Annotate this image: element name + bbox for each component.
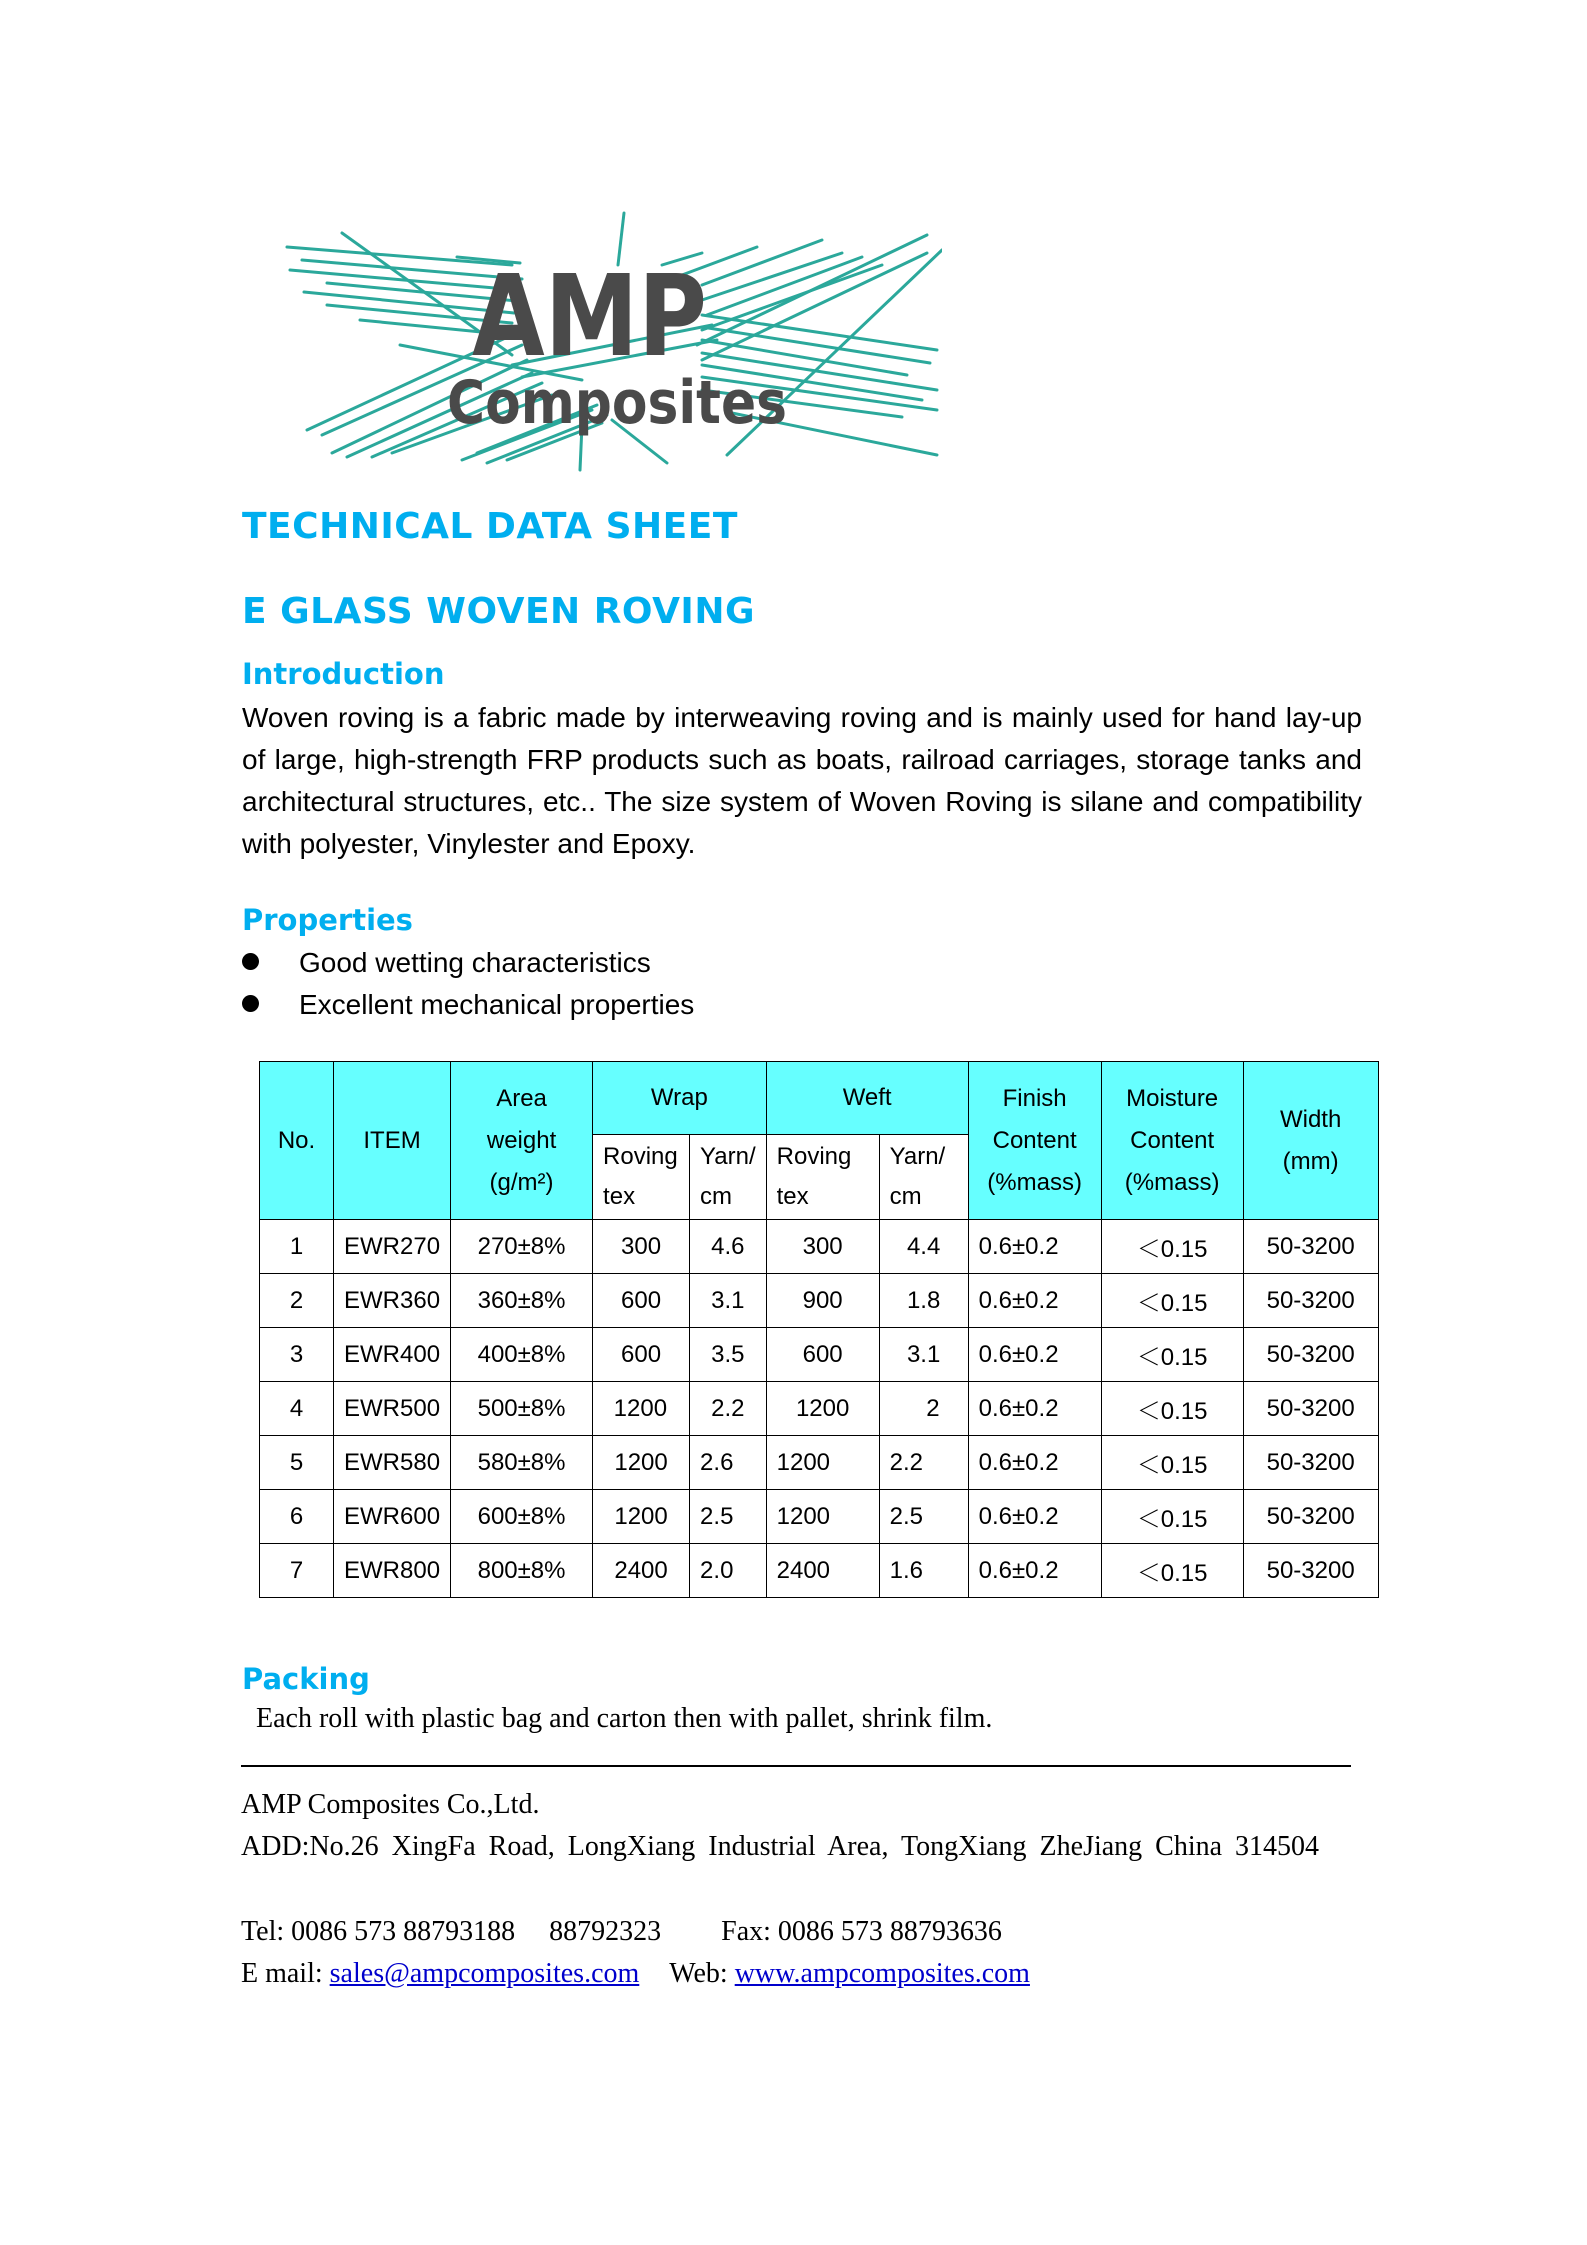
cell-weft-roving: 1200 [766,1436,879,1490]
property-item [242,984,694,1026]
cell-wrap-yarn: 4.6 [690,1220,767,1274]
cell-weft-roving: 2400 [766,1544,879,1598]
table-row [260,1382,1379,1436]
header-width: Width (mm) [1243,1062,1378,1220]
header-weft: Weft [766,1062,968,1135]
cell-moisture: ＜0.15 [1101,1220,1243,1274]
logo-composites-text: Composites [447,368,787,438]
website-link[interactable]: www.ampcomposites.com [734,1958,1030,1989]
cell-finish: 0.6±0.2 [968,1490,1101,1544]
table-row [260,1220,1379,1274]
cell-moisture: ＜0.15 [1101,1490,1243,1544]
logo-amp-text: AMP [472,252,707,382]
cell-area-weight: 360±8% [451,1274,593,1328]
company-address: ADD:No.26 XingFa Road, LongXiang Industrial Area, TongXiang ZheJiang China 314504 [241,1831,1320,1862]
cell-wrap-roving: 1200 [593,1436,690,1490]
bullet-icon [242,953,259,970]
email-label: E mail: [241,1958,323,1989]
property-text: Good wetting characteristics [299,947,651,978]
cell-width: 50-3200 [1243,1436,1378,1490]
introduction-text: Woven roving is a fabric made by interweaving roving and is mainly used for hand lay-up of large, high-strength FRP products such as boats, railroad carriages, storage tanks and architectural structures, etc.. The size system of Woven Roving is silane and compatibility with polyester, Vinylester and Epoxy. [242,702,1362,859]
cell-width: 50-3200 [1243,1328,1378,1382]
cell-weft-yarn: 1.6 [879,1544,968,1598]
header-finish-content: Finish Content (%mass) [968,1062,1101,1220]
packing-heading: Packing [242,1662,370,1696]
cell-item: EWR270 [334,1220,451,1274]
table-row [260,1490,1379,1544]
table-row [260,1274,1379,1328]
cell-area-weight: 400±8% [451,1328,593,1382]
cell-weft-roving: 900 [766,1274,879,1328]
contact-web-line [241,1953,1030,1995]
cell-item: EWR360 [334,1274,451,1328]
header-area-weight: Area weight (g/m²) [451,1062,593,1220]
cell-wrap-yarn: 2.0 [690,1544,767,1598]
cell-wrap-yarn: 3.1 [690,1274,767,1328]
cell-item: EWR580 [334,1436,451,1490]
cell-wrap-yarn: 2.6 [690,1436,767,1490]
header-weft-yarn-cm: Yarn/ cm [879,1135,968,1220]
header-no: No. [260,1062,334,1220]
fax-number: Fax: 0086 573 88793636 [721,1916,1002,1947]
header-wrap-roving-tex: Roving tex [593,1135,690,1220]
cell-weft-roving: 1200 [766,1382,879,1436]
cell-finish: 0.6±0.2 [968,1436,1101,1490]
cell-weft-yarn: 2 [879,1382,968,1436]
cell-weft-yarn: 3.1 [879,1328,968,1382]
specification-table [259,1061,1379,1598]
cell-item: EWR400 [334,1328,451,1382]
cell-area-weight: 580±8% [451,1436,593,1490]
cell-moisture: ＜0.15 [1101,1382,1243,1436]
bullet-icon [242,995,259,1012]
cell-no: 4 [260,1382,334,1436]
cell-finish: 0.6±0.2 [968,1382,1101,1436]
cell-item: EWR500 [334,1382,451,1436]
cell-weft-roving: 600 [766,1328,879,1382]
cell-weft-roving: 1200 [766,1490,879,1544]
cell-wrap-roving: 600 [593,1274,690,1328]
property-item [242,942,651,984]
cell-width: 50-3200 [1243,1544,1378,1598]
cell-no: 7 [260,1544,334,1598]
cell-moisture: ＜0.15 [1101,1544,1243,1598]
contact-phone-line [241,1911,1002,1953]
cell-wrap-yarn: 3.5 [690,1328,767,1382]
cell-moisture: ＜0.15 [1101,1328,1243,1382]
company-logo [262,205,942,475]
cell-weft-yarn: 2.2 [879,1436,968,1490]
cell-weft-yarn: 4.4 [879,1220,968,1274]
cell-area-weight: 270±8% [451,1220,593,1274]
packing-text: Each roll with plastic bag and carton then with pallet, shrink film. [256,1703,993,1734]
cell-no: 6 [260,1490,334,1544]
table-row [260,1328,1379,1382]
product-title: E GLASS WOVEN ROVING [242,591,755,632]
cell-item: EWR600 [334,1490,451,1544]
cell-moisture: ＜0.15 [1101,1436,1243,1490]
web-label: Web: [669,1958,728,1989]
cell-wrap-yarn: 2.2 [690,1382,767,1436]
cell-width: 50-3200 [1243,1220,1378,1274]
cell-width: 50-3200 [1243,1382,1378,1436]
cell-weft-yarn: 1.8 [879,1274,968,1328]
table-row [260,1544,1379,1598]
tel-number: Tel: 0086 573 88793188 [241,1916,516,1947]
properties-heading: Properties [242,903,413,937]
cell-width: 50-3200 [1243,1274,1378,1328]
header-weft-roving-tex: Roving tex [766,1135,879,1220]
cell-no: 5 [260,1436,334,1490]
cell-weft-roving: 300 [766,1220,879,1274]
cell-wrap-roving: 1200 [593,1382,690,1436]
header-wrap: Wrap [593,1062,767,1135]
company-name: AMP Composites Co.,Ltd. [241,1789,540,1820]
cell-finish: 0.6±0.2 [968,1274,1101,1328]
cell-wrap-roving: 600 [593,1328,690,1382]
introduction-heading: Introduction [242,657,445,691]
cell-wrap-roving: 1200 [593,1490,690,1544]
tel-number-2: 88792323 [549,1916,662,1947]
cell-finish: 0.6±0.2 [968,1544,1101,1598]
cell-no: 2 [260,1274,334,1328]
cell-area-weight: 600±8% [451,1490,593,1544]
cell-item: EWR800 [334,1544,451,1598]
cell-width: 50-3200 [1243,1490,1378,1544]
email-link[interactable]: sales@ampcomposites.com [329,1958,640,1989]
table-row [260,1436,1379,1490]
footer-divider [241,1765,1351,1767]
cell-wrap-roving: 2400 [593,1544,690,1598]
cell-area-weight: 500±8% [451,1382,593,1436]
property-text: Excellent mechanical properties [299,989,695,1020]
woven-fibers-icon [262,205,942,475]
cell-finish: 0.6±0.2 [968,1220,1101,1274]
cell-wrap-roving: 300 [593,1220,690,1274]
cell-no: 1 [260,1220,334,1274]
cell-no: 3 [260,1328,334,1382]
cell-wrap-yarn: 2.5 [690,1490,767,1544]
cell-finish: 0.6±0.2 [968,1328,1101,1382]
header-wrap-yarn-cm: Yarn/ cm [690,1135,767,1220]
cell-weft-yarn: 2.5 [879,1490,968,1544]
header-item: ITEM [334,1062,451,1220]
cell-area-weight: 800±8% [451,1544,593,1598]
document-title: TECHNICAL DATA SHEET [242,506,738,547]
header-moisture-content: Moisture Content (%mass) [1101,1062,1243,1220]
cell-moisture: ＜0.15 [1101,1274,1243,1328]
